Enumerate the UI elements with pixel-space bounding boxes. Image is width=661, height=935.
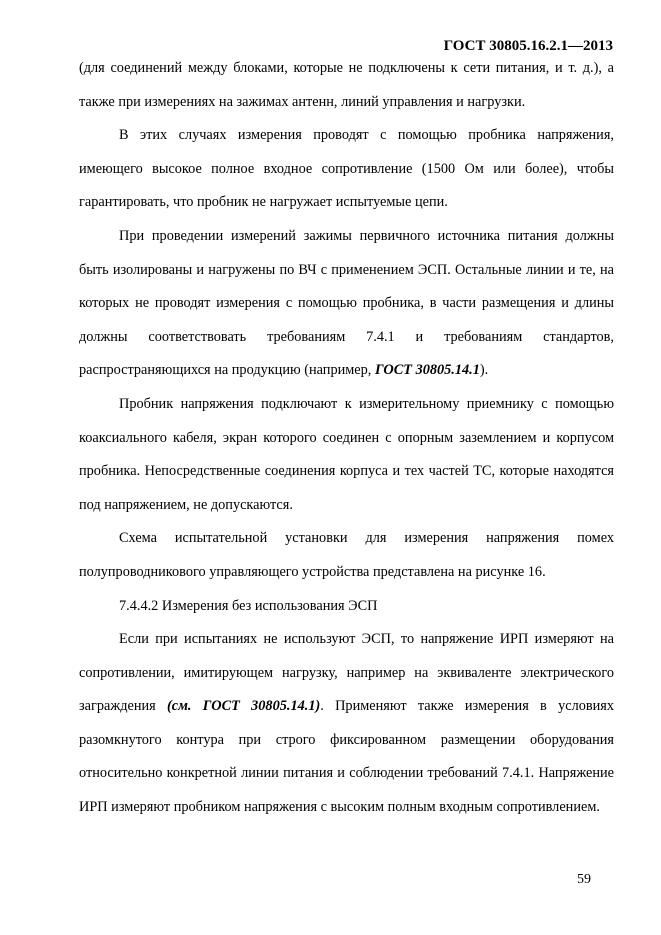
- paragraph-text: . Применяют также измерения в условиях разомкнутого контура при строго фиксированном размещении оборудования относительно конкретной линии питания и соблюдении требований 7.4.1. Напряжение ИРП измеряют пробником напряжения с высоким полным входным сопротивлением.: [79, 698, 615, 816]
- paragraph-probe-connection: Пробник напряжения подключают к измерительному приемнику с помощью коаксиального кабеля, экран которого соединен с опорным заземлением и корпусом пробника. Непосредственные соединения корпуса и тех частей ТС, которые находятся под напряжением, не допускаются.: [79, 395, 614, 513]
- paragraph-text: Если при испытаниях не используют ЭСП, то напряжение ИРП измеряют на сопротивлении, имитирующем нагрузку, например на эквиваленте электрического заграждения: [79, 631, 614, 715]
- standard-reference: ГОСТ 30805.14.1: [374, 362, 480, 379]
- standard-header: ГОСТ 30805.16.2.1—2013: [443, 38, 613, 54]
- paragraph-without-esp: [79, 623, 614, 825]
- section-heading-7-4-4-2: 7.4.4.2 Измерения без использования ЭСП: [119, 597, 378, 614]
- document-body: [79, 52, 614, 825]
- standard-reference: (см. ГОСТ 30805.14.1): [167, 698, 321, 715]
- page-number: 59: [577, 872, 591, 887]
- paragraph-text: ).: [479, 362, 489, 379]
- paragraph-power-terminals: [79, 220, 614, 388]
- paragraph-continuation: (для соединений между блоками, которые не подключены к сети питания, и т. д.), а также при измерениях на зажимах антенн, линий управления и нагрузки.: [79, 60, 614, 110]
- paragraph-text: При проведении измерений зажимы первичного источника питания должны быть изолированы и нагружены по ВЧ с применением ЭСП. Остальные линии и те, на которых не проводят измерения с помощью пробника, в части размещения и длины должны соответствовать требованиям 7.4.1 и требованиям стандартов, распространяющихся на продукцию (например,: [79, 227, 614, 379]
- paragraph-probe-measurement: В этих случаях измерения проводят с помощью пробника напряжения, имеющего высокое полное входное сопротивление (1500 Ом или более), чтобы гарантировать, что пробник не нагружает испытуемые цепи.: [79, 127, 614, 211]
- paragraph-test-setup: Схема испытательной установки для измерения напряжения помех полупроводникового управляющего устройства представлена на рисунке 16.: [79, 530, 614, 580]
